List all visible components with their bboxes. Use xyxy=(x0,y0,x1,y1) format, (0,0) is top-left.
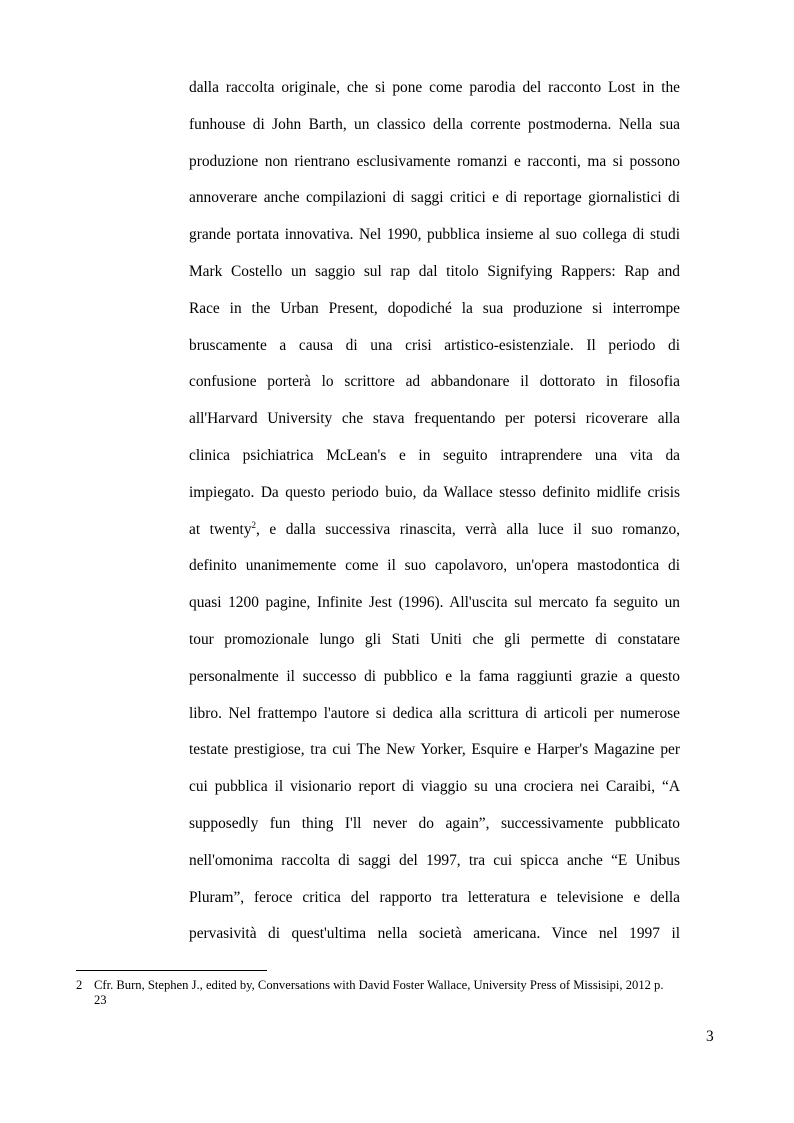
body-line: tour promozionale lungo gli Stati Uniti che gli permette di constatare xyxy=(189,630,680,648)
page-number: 3 xyxy=(706,1028,714,1045)
body-line: Mark Costello un saggio sul rap dal titolo Signifying Rappers: Rap and xyxy=(189,262,680,280)
body-line: quasi 1200 pagine, Infinite Jest (1996). All'uscita sul mercato fa seguito un xyxy=(189,594,680,612)
body-line: impiegato. Da questo periodo buio, da Wallace stesso definito midlife crisis xyxy=(189,483,680,501)
body-line: confusione porterà lo scrittore ad abbandonare il dottorato in filosofia xyxy=(189,373,680,391)
body-text-segment: , e dalla successiva rinascita, verrà alla luce il suo romanzo, xyxy=(256,520,680,538)
body-line: dalla raccolta originale, che si pone come parodia del racconto Lost in the xyxy=(189,79,680,96)
body-line: testate prestigiose, tra cui The New Yorker, Esquire e Harper's Magazine per xyxy=(189,741,680,759)
body-paragraph xyxy=(189,70,680,953)
body-line: Race in the Urban Present, dopodiché la sua produzione si interrompe xyxy=(189,299,680,317)
footnote-reference[interactable]: 2 xyxy=(251,519,257,530)
footnote-number: 2 xyxy=(76,978,83,992)
body-line: personalmente il successo di pubblico e la fama raggiunti grazie a questo xyxy=(189,667,680,685)
body-line-with-footnote-ref xyxy=(189,512,680,549)
body-line: all'Harvard University che stava frequentando per potersi ricoverare alla xyxy=(189,410,680,428)
body-line: bruscamente a causa di una crisi artistico-esistenziale. Il periodo di xyxy=(189,336,680,354)
body-line: annoverare anche compilazioni di saggi critici e di reportage giornalistici di xyxy=(189,189,680,207)
body-line: cui pubblica il visionario report di viaggio su una crociera nei Caraibi, “A xyxy=(189,778,680,796)
body-line: Pluram”, feroce critica del rapporto tra letteratura e televisione e della xyxy=(189,888,680,906)
footnote-separator xyxy=(76,970,267,971)
body-line: pervasività di quest'ultima nella società americana. Vince nel 1997 il xyxy=(189,925,680,943)
body-line: clinica psichiatrica McLean's e in seguito intraprendere una vita da xyxy=(189,446,680,464)
body-line: libro. Nel frattempo l'autore si dedica alla scrittura di articoli per numerose xyxy=(189,704,680,722)
footnote-continuation: 23 xyxy=(94,993,107,1007)
body-line: grande portata innovativa. Nel 1990, pubblica insieme al suo collega di studi xyxy=(189,226,680,244)
footnote-text: Cfr. Burn, Stephen J., edited by, Conversations with David Foster Wallace, University Press of Missisipi, 2012 p. xyxy=(94,978,664,992)
body-text-segment: at twenty xyxy=(189,520,252,538)
body-line: definito unanimemente come il suo capolavoro, un'opera mastodontica di xyxy=(189,557,680,575)
footnote xyxy=(76,978,706,1008)
body-line: produzione non rientrano esclusivamente romanzi e racconti, ma si possono xyxy=(189,152,680,170)
body-line: funhouse di John Barth, un classico della corrente postmoderna. Nella sua xyxy=(189,115,680,133)
body-line: supposedly fun thing I'll never do again”, successivamente pubblicato xyxy=(189,814,680,832)
body-line: nell'omonima raccolta di saggi del 1997, tra cui spicca anche “E Unibus xyxy=(189,851,680,869)
